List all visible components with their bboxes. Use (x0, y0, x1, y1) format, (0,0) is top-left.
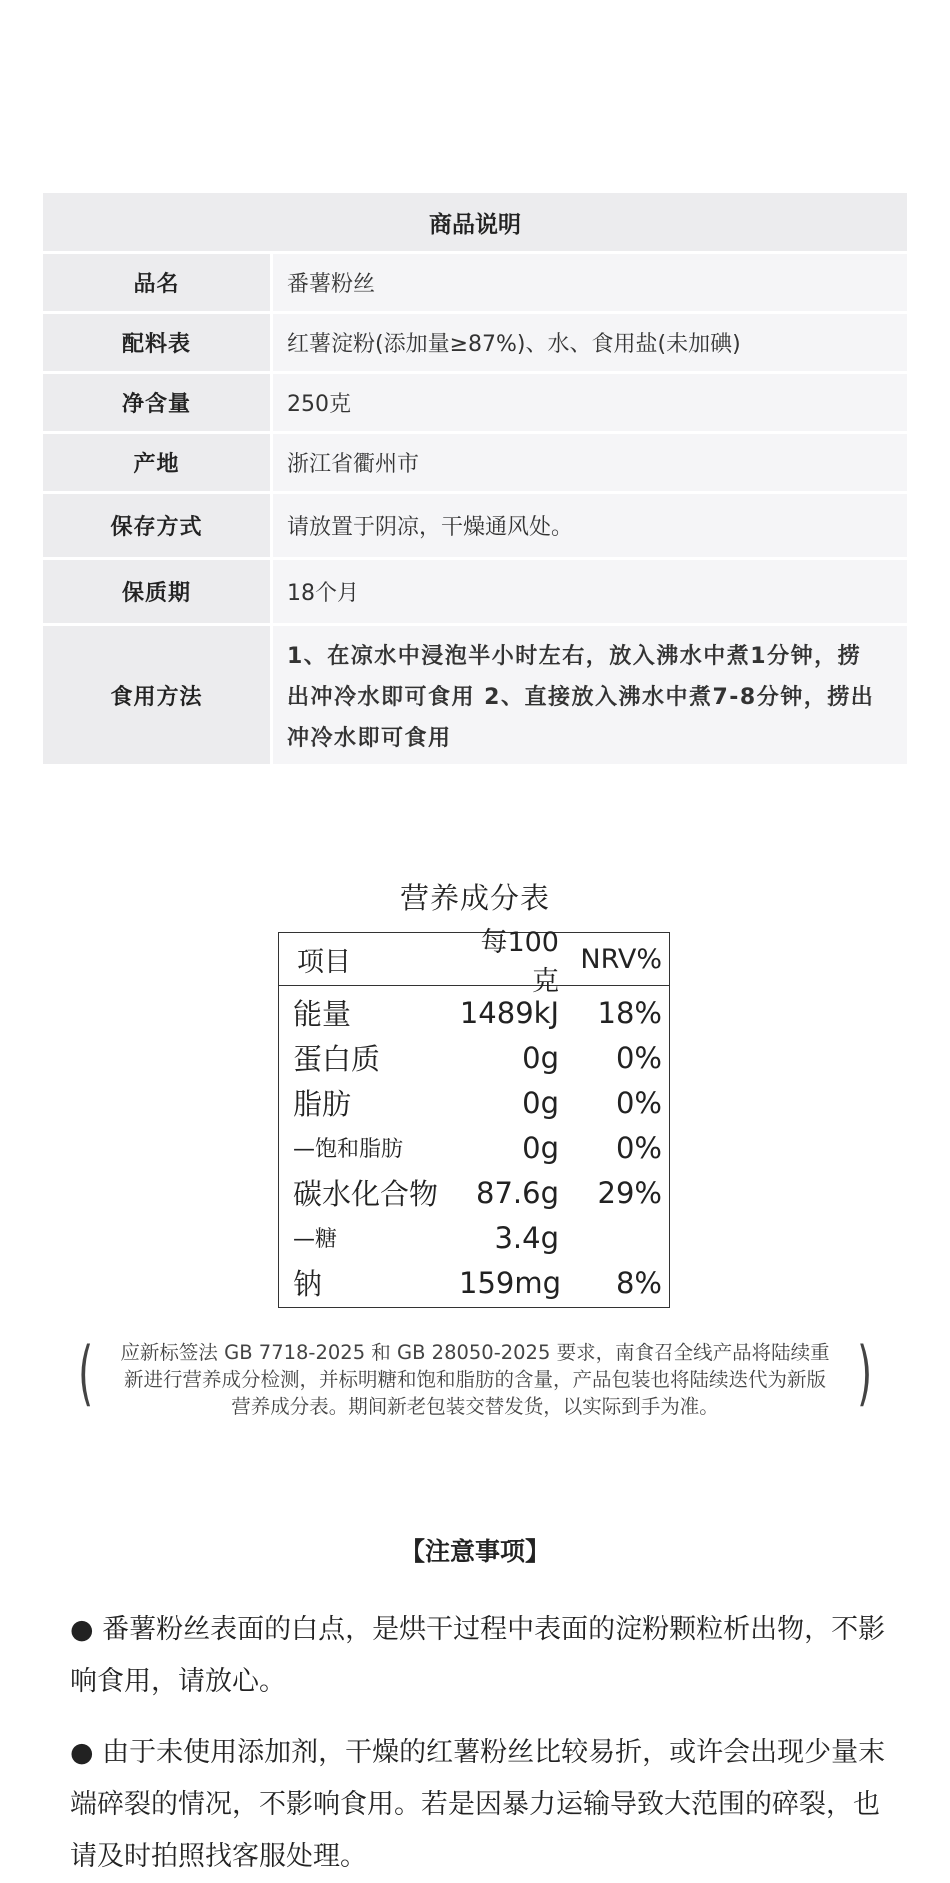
attention-text: 由于未使用添加剂，干燥的红薯粉丝比较易折，或许会出现少量末端碎裂的情况，不影响食用。若是因暴力运输导致大范围的碎裂，也请及时拍照找客服处理。 (70, 1737, 886, 1872)
spec-key: 品名 (43, 254, 273, 311)
label-law-note (78, 1332, 872, 1418)
nutrient-nrv: 0% (615, 1040, 662, 1075)
nutrient-name: 钠 (293, 1267, 323, 1301)
spec-row-origin (43, 434, 907, 494)
header-item: 项目 (297, 946, 351, 978)
spec-value: 18个月 (273, 560, 907, 623)
nutrient-name: 碳水化合物 (293, 1177, 439, 1211)
nutrient-amount: 0g (522, 1130, 559, 1165)
header-nrv: NRV% (580, 943, 662, 975)
nutrient-nrv: 29% (597, 1175, 662, 1210)
spec-key: 保质期 (43, 560, 273, 623)
nutrition-title: 营养成分表 (399, 881, 550, 915)
bullet-icon: ● (70, 1614, 94, 1645)
spec-row-ingredients (43, 314, 907, 374)
product-spec-table (43, 193, 907, 767)
nutrient-nrv: 8% (615, 1265, 662, 1300)
nutrition-table (278, 927, 670, 1308)
nutrient-name: —糖 (293, 1227, 338, 1252)
nutrition-row (279, 1035, 669, 1080)
spec-value: 请放置于阴凉，干燥通风处。 (273, 494, 907, 557)
attention-title: 【注意事项】 (399, 1537, 550, 1566)
attention-text: 番薯粉丝表面的白点，是烘干过程中表面的淀粉颗粒析出物，不影响食用，请放心。 (70, 1614, 886, 1697)
spec-row-shelf-life (43, 560, 907, 626)
nutrient-name: 脂肪 (293, 1087, 352, 1121)
nutrient-nrv: 18% (597, 995, 662, 1030)
attention-item (70, 1727, 890, 1883)
spec-value: 250克 (273, 374, 907, 431)
nutrition-row (279, 1260, 669, 1305)
nutrition-row (279, 1080, 669, 1125)
nutrition-row (279, 1170, 669, 1215)
nutrition-header (279, 927, 669, 997)
right-parenthesis: ) (856, 1332, 872, 1414)
nutrient-amount: 3.4g (494, 1220, 559, 1255)
nutrient-name: —饱和脂肪 (293, 1137, 404, 1162)
nutrition-row (279, 1215, 669, 1260)
nutrient-amount: 0g (522, 1040, 559, 1075)
nutrient-amount: 87.6g (476, 1175, 559, 1210)
spec-value: 1、在凉水中浸泡半小时左右，放入沸水中煮1分钟，捞出冲冷水即可食用 2、直接放入沸水中煮7-8分钟，捞出冲冷水即可食用 (273, 626, 907, 764)
attention-item (70, 1604, 890, 1708)
nutrient-amount: 0g (522, 1085, 559, 1120)
spec-key: 产地 (43, 434, 273, 491)
nutrition-row (279, 990, 669, 1035)
nutrient-amount: 159mg (459, 1265, 562, 1300)
spec-value: 番薯粉丝 (273, 254, 907, 311)
nutrient-nrv: 0% (615, 1085, 662, 1120)
spec-key: 净含量 (43, 374, 273, 431)
nutrient-name: 能量 (293, 997, 352, 1031)
spec-key: 食用方法 (43, 626, 273, 764)
spec-title: 商品说明 (43, 193, 907, 254)
spec-row-net-content (43, 374, 907, 434)
bullet-icon: ● (70, 1737, 94, 1768)
left-parenthesis: ( (78, 1332, 94, 1414)
note-text: 应新标签法 GB 7718-2025 和 GB 28050-2025 要求，南食召全线产品将陆续重新进行营养成分检测，并标明糖和饱和脂肪的含量，产品包装也将陆续迭代为新版营养成分表。期间新老包装交替发货，以实际到手为准。 (120, 1341, 830, 1418)
spec-value: 浙江省衢州市 (273, 434, 907, 491)
spec-value: 红薯淀粉(添加量≥87%)、水、食用盐(未加碘) (273, 314, 907, 371)
spec-key: 保存方式 (43, 494, 273, 557)
nutrient-name: 蛋白质 (293, 1042, 381, 1076)
spec-row-storage (43, 494, 907, 560)
spec-row-usage (43, 626, 907, 767)
nutrient-nrv: 0% (615, 1130, 662, 1165)
nutrient-amount: 1489kJ (459, 995, 559, 1030)
nutrition-row (279, 1125, 669, 1170)
header-per: 每100克 (480, 927, 559, 997)
spec-key: 配料表 (43, 314, 273, 371)
spec-row-name (43, 254, 907, 314)
